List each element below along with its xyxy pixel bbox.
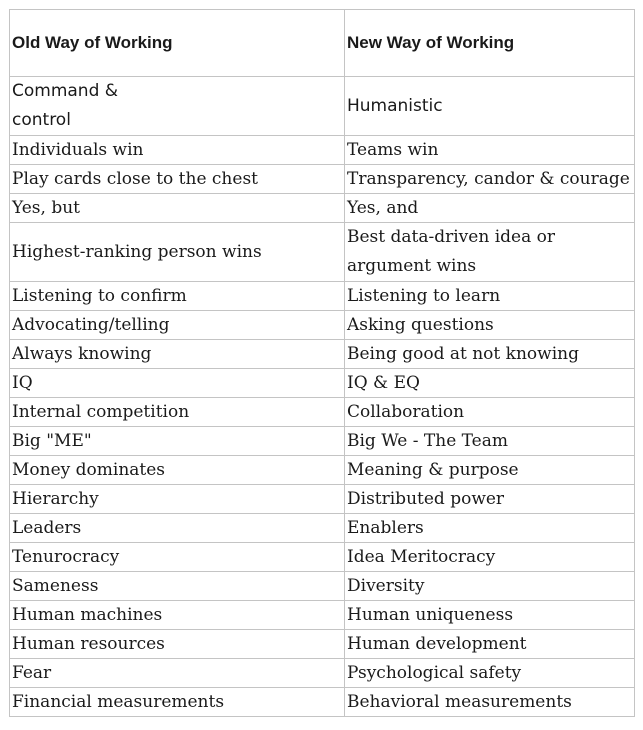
old-way-text: Leaders [12, 518, 82, 538]
table-row [10, 311, 635, 340]
old-way-cell [10, 630, 345, 659]
old-way-header: Old Way of Working [12, 33, 173, 52]
old-way-text: Hierarchy [12, 489, 99, 509]
old-way-text: Individuals win [12, 140, 144, 160]
new-way-cell [345, 630, 635, 659]
old-way-text: Yes, but [12, 198, 80, 218]
old-way-cell [10, 136, 345, 165]
new-way-cell [345, 456, 635, 485]
table-row [10, 369, 635, 398]
new-way-cell [345, 282, 635, 311]
old-way-cell [10, 223, 345, 282]
table-row [10, 398, 635, 427]
old-way-cell [10, 369, 345, 398]
table-row [10, 572, 635, 601]
new-way-cell [345, 543, 635, 572]
comparison-table [9, 9, 635, 717]
table-row [10, 194, 635, 223]
table-row [10, 223, 635, 282]
table-row [10, 340, 635, 369]
old-way-cell [10, 311, 345, 340]
new-way-text: Enablers [347, 518, 424, 538]
old-way-cell [10, 282, 345, 311]
new-way-text: IQ & EQ [347, 373, 420, 393]
new-way-text: Teams win [347, 140, 439, 160]
table-header [10, 10, 635, 77]
table-row [10, 514, 635, 543]
old-way-text: Advocating/telling [12, 315, 170, 335]
new-way-text: Diversity [347, 576, 425, 596]
new-way-text: Transparency, candor & courage [347, 169, 630, 189]
table-row [10, 165, 635, 194]
old-way-text: Fear [12, 663, 52, 683]
new-way-text: Distributed power [347, 489, 505, 509]
new-way-cell [345, 659, 635, 688]
old-way-cell [10, 659, 345, 688]
table-row [10, 630, 635, 659]
old-way-text: Highest-ranking person wins [12, 241, 262, 262]
new-way-cell [345, 427, 635, 456]
old-way-text: Internal competition [12, 402, 190, 422]
old-way-text: Financial measurements [12, 692, 225, 712]
new-way-cell [345, 572, 635, 601]
table-row [10, 136, 635, 165]
new-way-text: Behavioral measurements [347, 692, 572, 712]
old-way-text: Play cards close to the chest [12, 169, 258, 189]
new-way-text: Idea Meritocracy [347, 547, 496, 567]
table-row [10, 485, 635, 514]
new-way-cell [345, 688, 635, 717]
table-row [10, 543, 635, 572]
new-way-text: Asking questions [347, 315, 494, 335]
table-row [10, 77, 635, 136]
old-way-cell [10, 543, 345, 572]
new-way-cell [345, 601, 635, 630]
new-way-cell [345, 223, 635, 282]
old-way-cell [10, 572, 345, 601]
new-way-cell [345, 165, 635, 194]
new-way-header-cell [345, 10, 635, 77]
new-way-text: Being good at not knowing [347, 344, 579, 364]
old-way-text: Big "ME" [12, 431, 92, 451]
old-way-cell [10, 194, 345, 223]
table-row [10, 688, 635, 717]
new-way-text: Psychological safety [347, 663, 522, 683]
old-way-text: Always knowing [12, 344, 152, 364]
old-way-cell [10, 485, 345, 514]
old-way-cell [10, 340, 345, 369]
header-row [10, 10, 635, 77]
new-way-text: Meaning & purpose [347, 460, 519, 480]
old-way-cell [10, 427, 345, 456]
new-way-text: Human uniqueness [347, 605, 514, 625]
old-way-text: Money dominates [12, 460, 166, 480]
new-way-cell [345, 194, 635, 223]
table-row [10, 456, 635, 485]
old-way-cell [10, 688, 345, 717]
old-way-text: Command & control [12, 81, 119, 130]
old-way-text: Tenurocracy [12, 547, 120, 567]
table-row [10, 601, 635, 630]
old-way-text: Human resources [12, 634, 165, 654]
old-way-cell [10, 601, 345, 630]
new-way-cell [345, 340, 635, 369]
old-way-text: Human machines [12, 605, 163, 625]
new-way-text: Best data-driven idea or argument wins [347, 227, 555, 276]
new-way-cell [345, 77, 635, 136]
new-way-cell [345, 311, 635, 340]
old-way-cell [10, 77, 345, 136]
old-way-cell [10, 514, 345, 543]
table-row [10, 282, 635, 311]
new-way-text: Big We - The Team [347, 431, 509, 451]
new-way-text: Humanistic [347, 95, 443, 116]
old-way-cell [10, 456, 345, 485]
table-row [10, 427, 635, 456]
new-way-cell [345, 136, 635, 165]
new-way-header: New Way of Working [347, 33, 515, 52]
new-way-cell [345, 485, 635, 514]
old-way-text: Sameness [12, 576, 99, 596]
new-way-text: Listening to learn [347, 286, 501, 306]
new-way-text: Human development [347, 634, 527, 654]
old-way-cell [10, 165, 345, 194]
old-way-text: IQ [12, 373, 33, 393]
new-way-text: Yes, and [347, 198, 419, 218]
old-way-text: Listening to confirm [12, 286, 187, 306]
table-row [10, 659, 635, 688]
new-way-cell [345, 514, 635, 543]
old-way-cell [10, 398, 345, 427]
new-way-text: Collaboration [347, 402, 465, 422]
new-way-cell [345, 398, 635, 427]
new-way-cell [345, 369, 635, 398]
old-way-header-cell [10, 10, 345, 77]
table-body [10, 77, 635, 717]
